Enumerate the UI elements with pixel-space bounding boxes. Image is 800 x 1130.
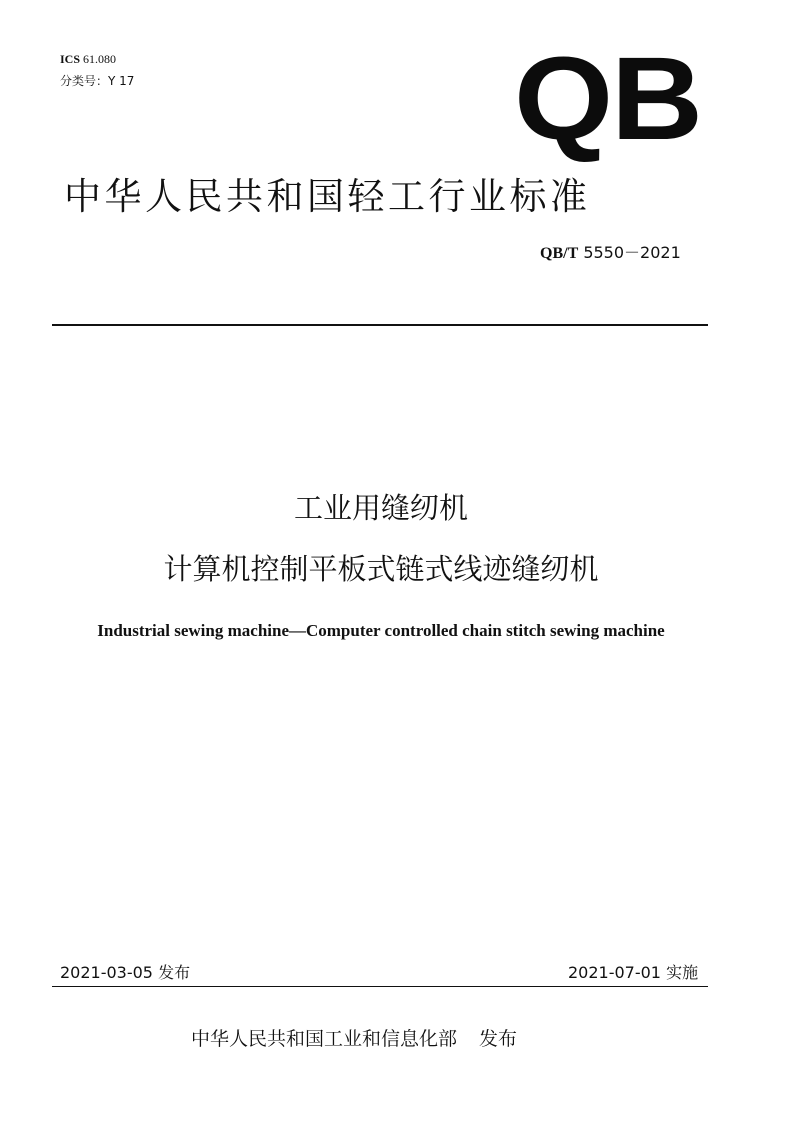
classification-code: 分类号：Y 17: [60, 74, 135, 88]
standard-category-title: 中华人民共和国轻工行业标准: [64, 175, 591, 218]
bottom-divider: [52, 986, 708, 987]
standard-number-rest: 5550－2021: [578, 243, 681, 262]
standard-number: [540, 240, 681, 263]
implementation-date: 2021-07-01 实施: [568, 963, 699, 982]
top-divider: [52, 324, 708, 326]
document-title-cn-line1: 工业用缝纫机: [293, 491, 468, 525]
publisher-action: 发布: [479, 1028, 518, 1050]
standard-number-prefix: QB/T: [540, 245, 579, 262]
qb-logo: QB: [514, 33, 701, 165]
document-title-en: Industrial sewing machine—Computer controlled chain stitch sewing machine: [97, 621, 665, 640]
ics-label: ICS: [60, 52, 81, 66]
publisher-name: 中华人民共和国工业和信息化部: [191, 1028, 458, 1050]
publisher: [191, 1024, 517, 1051]
ics-code: [60, 52, 116, 67]
issue-date: 2021-03-05 发布: [60, 963, 191, 982]
ics-value: 61.080: [83, 52, 117, 66]
document-title-cn-line2: 计算机控制平板式链式线迹缝纫机: [163, 552, 599, 586]
